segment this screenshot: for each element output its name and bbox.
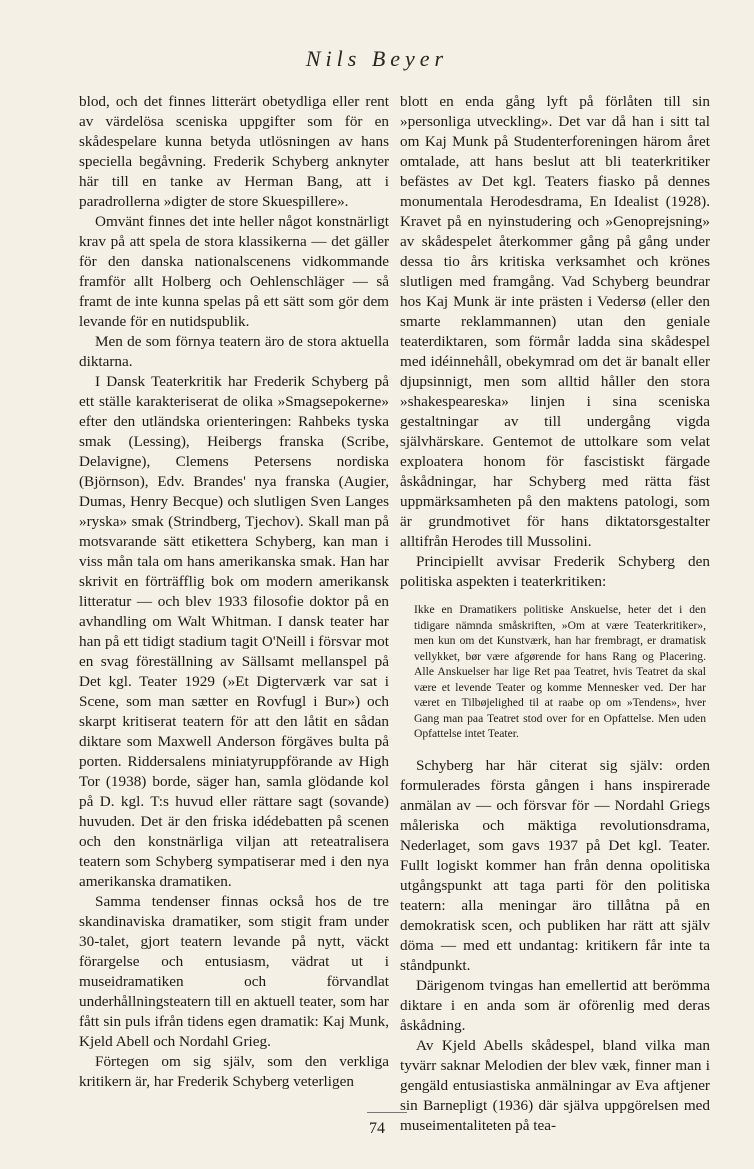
paragraph: Samma tendenser finnas också hos de tre skandinaviska dramatiker, som stigit fram under 30-talet, gjort teatern levande på nytt, väckt förargelse och entusiasm, vädrat ut i museidramatiken och förvandlat underhållningsteatern till en aktuell teater, som har fått sin puls ifrån tidens egen dramatik: Kaj Munk, Kjeld Abell och Nordahl Grieg. [79, 893, 389, 1050]
paragraph: Av Kjeld Abells skådespel, bland vilka man tyvärr saknar Melodien der blev væk, finner man i gengäld entusiastiska anmälningar av Eva aftjener sin Barnepligt (1936) där själva uppgörelsen med museimentaliteten på tea- [400, 1036, 710, 1134]
running-head: Nils Beyer [305, 46, 449, 71]
page-number: 74 [369, 1120, 385, 1137]
left-column [79, 92, 389, 1092]
paragraph: Förtegen om sig själv, som den verkliga kritikern är, har Frederik Schyberg veterligen [79, 1053, 389, 1090]
paragraph: Därigenom tvingas han emellertid att berömma diktare i en anda som är oförenlig med deras åskådning. [400, 976, 710, 1034]
paragraph: blott en enda gång lyft på förlåten till sin »personliga utveckling». Det var då han i sitt tal om Kaj Munk på Studenterforeningen härom året omtalade, att hans beslut att bli teaterkritiker befästes av Det kgl. Teaters fiasko på dennes monumentala Herodesdrama, En Idealist (1928). Kravet på en nyinstudering och »Genoprejsning» av skådespelet återkommer gång på gång under dessa tio års kritiska verksamhet och krönes slutligen med framgång. Vad Schyberg beundrar hos Kaj Munk är inte prästen i Vedersø (eller den smarte reklammannen) utan den geniale teaterdiktaren, som förmår ladda sina skådespel med idéinnehåll, obekymrad om det är banalt eller djupsinnigt, men som alltid håller den stora »shakespeareska» linjen i sina sceniska gestaltningar av till undergång vigda självhärskare. Gentemot de uttolkare som velat exploatera honom för fascistiskt färgade åskådningar, har Schyberg med rätta fäst uppmärksamheten på den maktens patologi, som är grundmotivet för hans diktatorsgestalter alltifrån Herodes till Mussolini. [400, 93, 710, 550]
paragraph: Principiellt avvisar Frederik Schyberg den politiska aspekten i teaterkritiken: [400, 553, 710, 590]
block-quote: Ikke en Dramatikers politiske Anskuelse, heter det i den tidigare nämnda småskriften, »Om at være Teaterkritiker», men kun om det Kunstværk, han har frembragt, er dramatisk vellykket, bør være afgørende for hans Rang og Placering. Alle Anskuelser har lige Ret paa Teatret, hvis Teatret da skal være et levende Teater og komme Mennesker ved. Der har været en Tilbøjelighed til at raabe op om »Tendens», hver Gang man paa Teatret stod over for en Opfattelse. Men uden Opfattelse intet Teater. [414, 603, 706, 740]
paragraph: I Dansk Teaterkritik har Frederik Schyberg på ett ställe karakteriserat de olika »Smagsepokerne» efter den utländska orienteringen: Rahbeks tyska smak (Lessing), Heibergs franska (Scribe, Delavigne), Clemens Petersens nordiska (Björnson), Edv. Brandes' nya franska (Augier, Dumas, Henry Becque) och slutligen Sven Langes »ryska» smak (Strindberg, Tjechov). Skall man på motsvarande sätt etikettera Schyberg, kan man i viss mån tala om hans amerikanska smak. Han har skrivit en förträfflig bok om modern amerikansk litteratur — och blev 1933 filosofie doktor på en avhandling om Walt Whitman. I dansk teater har han på ett tidigt stadium tagit O'Neill i försvar mot en svag föreställning av Sällsamt mellanspel på Det kgl. Teater 1929 (»Et Digterværk var sat i Scene, som man sætter en Rovfugl i Bur») och skarpt kritiserat teatern för att den låtit en sådan diktare som Maxwell Anderson förgäves bulta på porten. Riddersalens miniatyruppförande av High Tor (1938) borde, säger han, samla glödande kol på D. kgl. T:s huvud eller rättare sagt (sovande) huvuden. Det är den friska idédebatten på scenen och den konstnärliga viljan att reteatralisera teatern som Schyberg sympatiserar med i den nya amerikanska dramatiken. [79, 373, 389, 890]
paragraph: Men de som förnya teatern äro de stora aktuella diktarna. [79, 333, 389, 370]
paragraph: blod, och det finnes litterärt obetydliga eller rent av värdelösa sceniska uppgifter som för en skådespelare kunna betyda utlösningen av hans speciella begåvning. Frederik Schyberg anknyter här till en tanke av Herman Bang, att i paradrollerna »digter de store Skuespillere». [79, 93, 389, 210]
paragraph: Schyberg har här citerat sig själv: orden formulerades första gången i hans inspirerade anmälan av — och försvar för — Nordahl Griegs måleriska och mäktiga revolutionsdrama, Nederlaget, som gavs 1937 på Det kgl. Teater. Fullt logiskt kommer han från denna opolitiska utgångspunkt att taga parti för den politiska teatern: alla meningar äro tillåtna på en demokratisk scen, och publiken har rätt att själv döma — med ett undantag: kritikern får inte ta ståndpunkt. [400, 756, 710, 974]
footer-rule [367, 1112, 407, 1113]
paragraph: Omvänt finnes det inte heller något konstnärligt krav på att spela de stora klassikerna — det gäller för den danska nationalscenens vidkommande framför allt Holberg och Oehlenschläger — så framt de inte kunna spelas på ett sätt som gör dem levande för en nutidspublik. [79, 213, 389, 330]
right-column [400, 92, 710, 1136]
